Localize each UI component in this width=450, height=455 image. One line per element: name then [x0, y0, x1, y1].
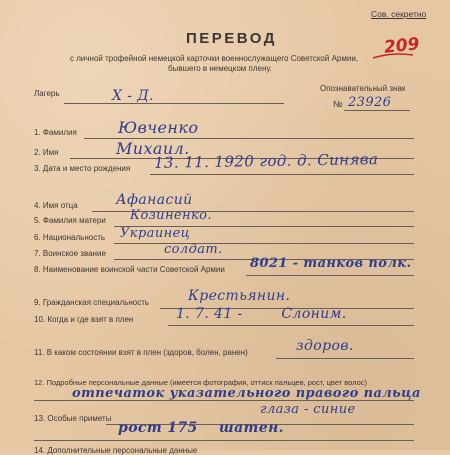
- subtitle-line-2: бывшего в немецком плену.: [168, 64, 272, 73]
- field-10-label: 10. Когда и где взят в плен: [34, 315, 134, 324]
- classification-label: Сов. секретно: [371, 9, 427, 19]
- field-11-value: здоров.: [296, 338, 354, 354]
- field-5-label: 5. Фамилия матери: [34, 216, 106, 225]
- field-13-value: глаза - синие: [260, 402, 356, 417]
- field-3-value: 13. 11. 1920 год. д. Синява: [153, 150, 379, 172]
- field-6-label: 6. Национальность: [34, 233, 106, 242]
- id-mark-prefix: №: [333, 99, 343, 109]
- id-mark-value: 23926: [348, 95, 392, 110]
- subtitle-line-1: с личной трофейной немецкой карточки военнослужащего Советской Армии,: [70, 54, 359, 63]
- field-1-label: 1. Фамилия: [34, 128, 77, 137]
- field-3-label: 3. Дата и место рождения: [34, 164, 131, 173]
- field-11-label: 11. В каком состоянии взят в плен (здоров, болен, ранен): [34, 348, 248, 357]
- field-2-label: 2. Имя: [34, 148, 59, 157]
- field-6-line: [114, 243, 414, 244]
- field-13-label: 13. Особые приметы: [34, 414, 112, 423]
- field-13-line-2: [34, 440, 414, 441]
- document-number-mark: 209: [383, 34, 421, 58]
- field-7-label: 7. Воинское звание: [34, 249, 106, 258]
- field-5-value: Козиненко.: [130, 208, 212, 223]
- field-10-line: [168, 325, 414, 326]
- field-13-value-2: рост 175 шатен.: [118, 420, 284, 436]
- camp-value: Х - Д.: [112, 88, 154, 104]
- field-1-value: Ювченко: [118, 118, 199, 137]
- field-12-value: отпечаток указательного правого пальца: [72, 386, 421, 401]
- field-10-value: 1. 7. 41 - Слоним.: [176, 306, 347, 322]
- number-underline-mark: [372, 52, 414, 60]
- id-mark-line: [344, 110, 410, 111]
- field-3-line: [150, 174, 414, 175]
- field-8-value: 8021 - танков полк.: [250, 256, 412, 271]
- field-4-label: 4. Имя отца: [34, 201, 78, 210]
- page-title: ПЕРЕВОД: [186, 30, 277, 47]
- field-8-line: [246, 275, 414, 276]
- field-2-value: Михаил.: [116, 139, 190, 158]
- camp-line: [64, 103, 284, 104]
- field-14-label: 14. Дополнительные персональные данные: [34, 446, 198, 455]
- field-12-label: 12. Подробные персональные данные (имеется фотография, оттиск пальцев, рост, цвет волос): [34, 378, 368, 387]
- field-9-label: 9. Гражданская специальность: [34, 298, 150, 307]
- field-4-value: Афанасий: [116, 192, 193, 208]
- camp-label: Лагерь: [34, 89, 60, 98]
- field-9-value: Крестьянин.: [188, 288, 291, 304]
- field-8-label: 8. Наименование воинской части Советской Армии: [34, 265, 225, 274]
- id-mark-label: Опознавательный знак: [320, 84, 406, 93]
- field-11-line: [276, 358, 414, 359]
- field-7-value: солдат.: [164, 242, 223, 257]
- field-6-value: Украинец: [120, 226, 191, 241]
